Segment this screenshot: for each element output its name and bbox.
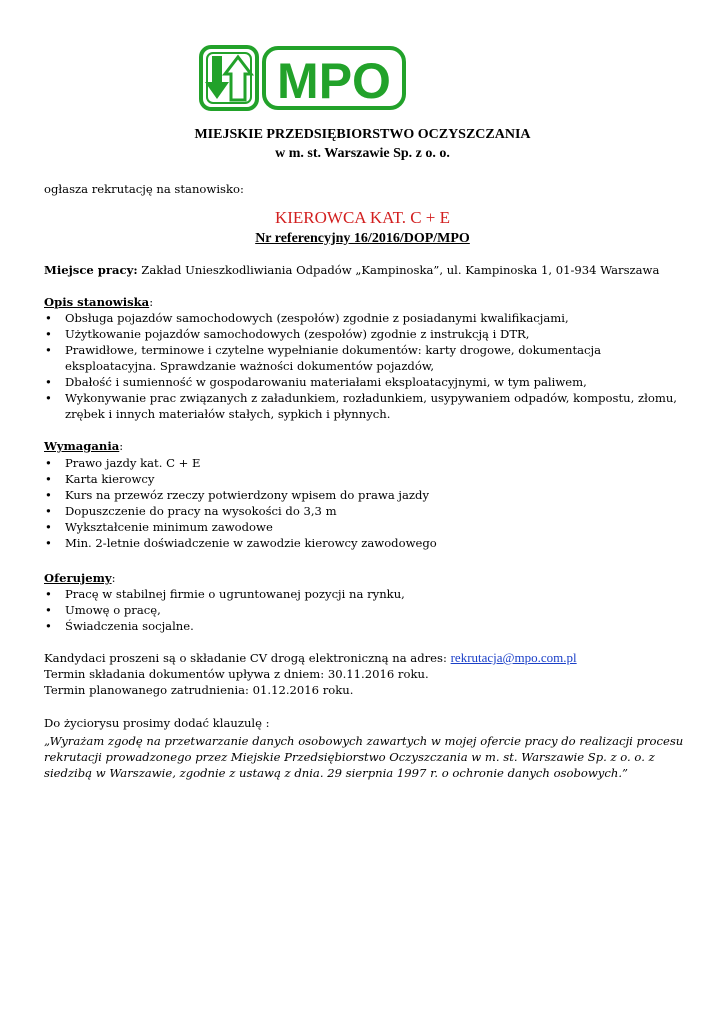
list-item: • Wykonywanie prac związanych z załadunkiem, rozładunkiem, usypywaniem odpadów, kompostu, złomu, zrębek i innych materiałów stałych, sypkich i płynnych. — [44, 390, 684, 422]
list-item: • Dopuszczenie do pracy na wysokości do 3,3 m — [44, 503, 684, 519]
list-item: • Użytkowanie pojazdów samochodowych (zespołów) zgodnie z instrukcją i DTR, — [44, 326, 684, 342]
company-name-line1: MIEJSKIE PRZEDSIĘBIORSTWO OCZYSZCZANIA — [194, 127, 531, 142]
list-item: • Wykształcenie minimum zawodowe — [44, 519, 684, 535]
list-item: • Karta kierowcy — [44, 471, 684, 487]
requirements-heading: Wymagania: — [44, 439, 124, 453]
recycle-arrows-icon — [201, 47, 257, 109]
mpo-logo — [198, 44, 410, 114]
intro-text: ogłasza rekrutację na stanowisko: — [44, 182, 244, 196]
job-title: KIEROWCA KAT. C + E — [274, 208, 450, 227]
list-item: • Świadczenia socjalne. — [44, 618, 684, 634]
description-list — [44, 310, 684, 422]
work-location — [44, 262, 659, 278]
list-item: • Prawidłowe, terminowe i czytelne wypełnianie dokumentów: karty drogowe, dokumentacja eksploatacyjna. Sprawdzanie ważności dokumentów pojazdów, — [44, 342, 684, 374]
list-item: • Kurs na przewóz rzeczy potwierdzony wpisem do prawa jazdy — [44, 487, 684, 503]
application-text: Kandydaci proszeni są o składanie CV drogą elektroniczną na adres: rekrutacja@mpo.com.pl — [44, 650, 577, 665]
description-heading: Opis stanowiska: — [44, 295, 154, 309]
requirements-list — [44, 455, 684, 551]
logo-text: MPO — [277, 53, 391, 109]
offer-heading: Oferujemy: — [44, 571, 116, 585]
list-item: • Umowę o pracę, — [44, 602, 684, 618]
start-date-text: Termin planowanego zatrudnienia: 01.12.2016 roku. — [44, 683, 354, 697]
list-item: • Min. 2-letnie doświadczenie w zawodzie kierowcy zawodowego — [44, 535, 684, 551]
work-location-value: Zakład Unieszkodliwiania Odpadów „Kampinoska”, ul. Kampinoska 1, 01-934 Warszawa — [137, 263, 660, 277]
job-reference: Nr referencyjny 16/2016/DOP/MPO — [255, 231, 470, 246]
clause-intro: Do życiorysu prosimy dodać klauzulę : — [44, 716, 270, 730]
list-item: • Prawo jazdy kat. C + E — [44, 455, 684, 471]
list-item: • Obsługa pojazdów samochodowych (zespołów) zgodnie z posiadanymi kwalifikacjami, — [44, 310, 684, 326]
list-item: • Dbałość i sumienność w gospodarowaniu materiałami eksploatacyjnymi, w tym paliwem, — [44, 374, 684, 390]
deadline-text: Termin składania dokumentów upływa z dniem: 30.11.2016 roku. — [44, 667, 429, 681]
company-name-line2: w m. st. Warszawie Sp. z o. o. — [275, 146, 450, 161]
offer-list — [44, 586, 684, 634]
work-location-label: Miejsce pracy: — [44, 263, 138, 277]
clause-text: „Wyrażam zgodę na przetwarzanie danych osobowych zawartych w mojej ofercie pracy do realizacji procesu rekrutacji prowadzonego przez Miejskie Przedsiębiorstwo Oczyszczania w m. st. Warszawie Sp. z o. o. z siedzibą w Warszawie, zgodnie z ustawą z dnia. 29 sierpnia 1997 r. o ochronie danych osobowych.” — [44, 734, 684, 780]
list-item: • Pracę w stabilnej firmie o ugruntowanej pozycji na rynku, — [44, 586, 684, 602]
email-link[interactable]: rekrutacja@mpo.com.pl — [450, 650, 577, 665]
